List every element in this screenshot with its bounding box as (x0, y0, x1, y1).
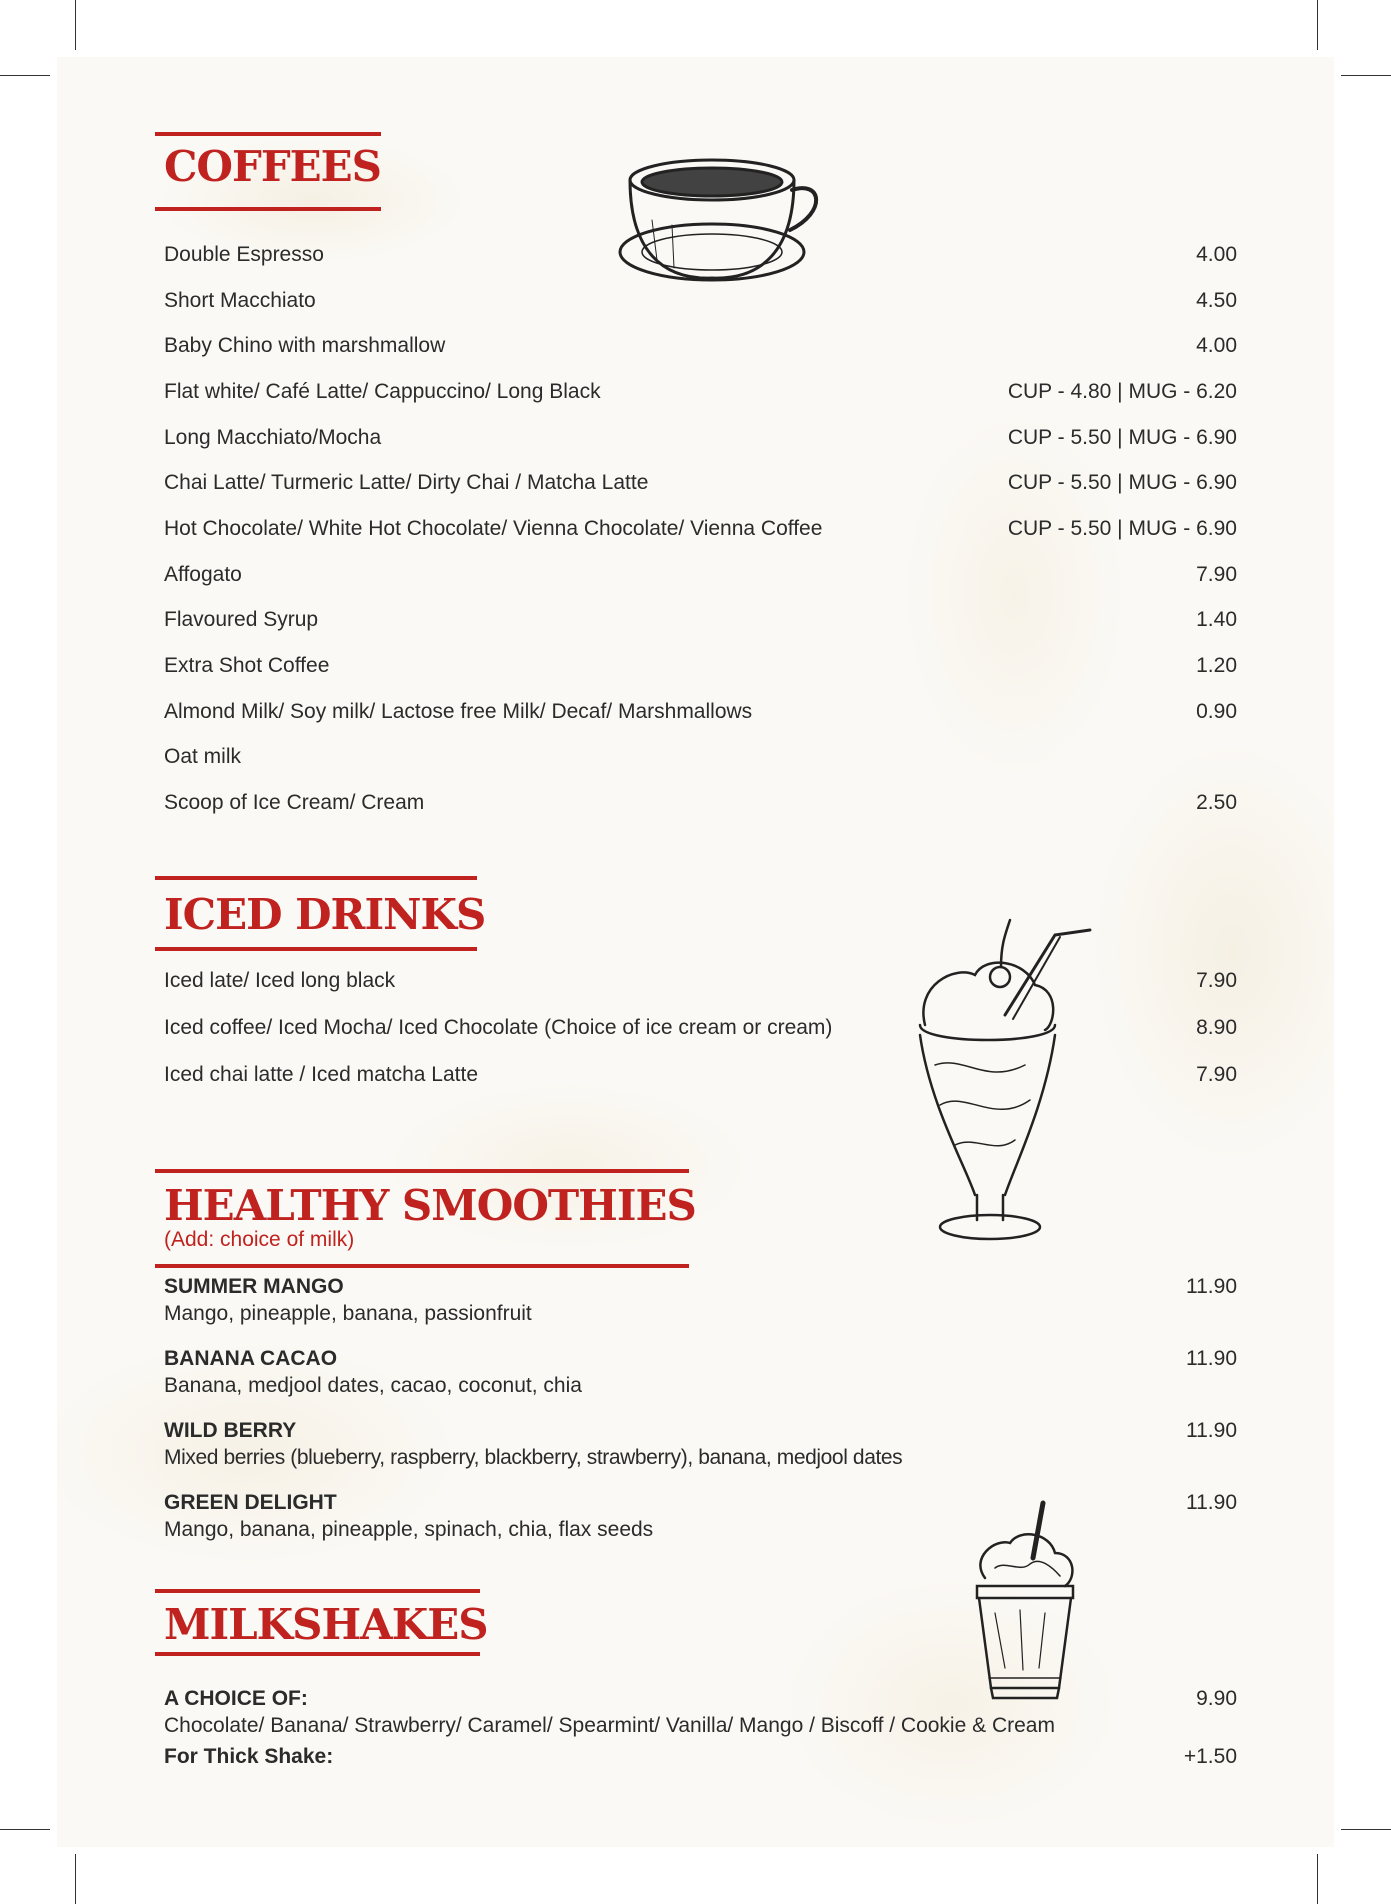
item-name: Affogato (164, 563, 242, 586)
menu-item (164, 287, 1237, 315)
item-name: Baby Chino with marshmallow (164, 334, 446, 357)
choice-label: A CHOICE OF: (164, 1687, 308, 1710)
item-name: Chai Latte/ Turmeric Latte/ Dirty Chai / Matcha Latte (164, 471, 649, 494)
smoothies-heading: HEALTHY SMOOTHIES (164, 1181, 696, 1230)
item-price: 11.90 (1186, 1491, 1237, 1514)
item-price: 7.90 (1196, 969, 1237, 992)
menu-item (164, 515, 1237, 543)
coffees-rule-top (155, 132, 381, 136)
menu-item (164, 698, 1237, 726)
item-name: Long Macchiato/Mocha (164, 426, 382, 449)
item-name: Iced coffee/ Iced Mocha/ Iced Chocolate (Choice of ice cream or cream) (164, 1016, 833, 1039)
item-price: 4.00 (1196, 243, 1237, 266)
item-name: Double Espresso (164, 243, 324, 266)
item-price: 2.50 (1196, 791, 1237, 814)
menu-item (164, 789, 1237, 817)
crop-mark (1341, 75, 1391, 76)
item-description: Mango, pineapple, banana, passionfruit (164, 1302, 532, 1325)
smoothie-item (164, 1345, 1237, 1399)
crop-mark (1341, 1829, 1391, 1830)
item-description: Mango, banana, pineapple, spinach, chia, flax seeds (164, 1518, 654, 1541)
menu-item (164, 332, 1237, 360)
item-price: 1.40 (1196, 608, 1237, 631)
item-name: Short Macchiato (164, 289, 316, 312)
item-name: Flavoured Syrup (164, 608, 319, 631)
menu-item (164, 967, 1237, 995)
milkshakes-rule-top (155, 1589, 480, 1593)
item-price: 8.90 (1196, 1016, 1237, 1039)
milkshake-choice (164, 1685, 1237, 1739)
menu-item (164, 469, 1237, 497)
item-description: Banana, medjool dates, cacao, coconut, chia (164, 1374, 582, 1397)
crop-mark (0, 75, 50, 76)
iced-rule-top (155, 876, 477, 880)
thick-shake-price: +1.50 (1183, 1745, 1237, 1768)
iced-rule-bottom (155, 947, 477, 951)
menu-item (164, 606, 1237, 634)
frappe-cup-icon (965, 1498, 1085, 1708)
crop-mark (75, 1854, 76, 1904)
smoothie-item (164, 1417, 1237, 1471)
item-name: WILD BERRY (164, 1419, 297, 1442)
item-name: Oat milk (164, 745, 242, 768)
smoothies-rule-top (155, 1169, 689, 1173)
item-price: 7.90 (1196, 1063, 1237, 1086)
menu-item (164, 1061, 1237, 1089)
menu-item (164, 424, 1237, 452)
item-price: 4.00 (1196, 334, 1237, 357)
coffee-cup-icon (612, 150, 822, 310)
coffees-rule-bottom (155, 207, 381, 211)
item-price: 1.20 (1196, 654, 1237, 677)
menu-page (57, 57, 1334, 1847)
smoothie-item (164, 1273, 1237, 1327)
coffees-heading: COFFEES (164, 142, 382, 191)
item-description: Mixed berries (blueberry, raspberry, blackberry, strawberry), banana, medjool dates (164, 1446, 903, 1469)
item-name: GREEN DELIGHT (164, 1491, 337, 1514)
item-price: 11.90 (1186, 1419, 1237, 1442)
item-price: CUP - 5.50 | MUG - 6.90 (1007, 426, 1237, 449)
item-name: Hot Chocolate/ White Hot Chocolate/ Vienna Chocolate/ Vienna Coffee (164, 517, 823, 540)
crop-mark (1317, 1854, 1318, 1904)
item-price: 0.90 (1196, 700, 1237, 723)
item-name: Iced chai latte / Iced matcha Latte (164, 1063, 479, 1086)
item-price: 7.90 (1196, 563, 1237, 586)
item-name: Iced late/ Iced long black (164, 969, 396, 992)
menu-item (164, 378, 1237, 406)
item-price: CUP - 5.50 | MUG - 6.90 (1007, 471, 1237, 494)
item-price: CUP - 5.50 | MUG - 6.90 (1007, 517, 1237, 540)
menu-item (164, 561, 1237, 589)
item-name: Extra Shot Coffee (164, 654, 330, 677)
item-price: CUP - 4.80 | MUG - 6.20 (1007, 380, 1237, 403)
milkshakes-rule-bottom (155, 1652, 480, 1656)
milkshakes-heading: MILKSHAKES (164, 1600, 488, 1649)
choice-price: 9.90 (1196, 1687, 1237, 1710)
item-name: BANANA CACAO (164, 1347, 338, 1370)
smoothies-note: (Add: choice of milk) (164, 1228, 355, 1251)
crop-mark (75, 0, 76, 50)
flavour-list: Chocolate/ Banana/ Strawberry/ Caramel/ Spearmint/ Vanilla/ Mango / Biscoff / Cookie & Cream (164, 1714, 1055, 1737)
item-price: 4.50 (1196, 289, 1237, 312)
menu-item (164, 241, 1237, 269)
item-name: Scoop of Ice Cream/ Cream (164, 791, 425, 814)
menu-item (164, 652, 1237, 680)
menu-item (164, 743, 1237, 771)
menu-item (164, 1014, 1237, 1042)
iced-heading: ICED DRINKS (164, 890, 486, 939)
item-price: 11.90 (1186, 1347, 1237, 1370)
item-price: 11.90 (1186, 1275, 1237, 1298)
smoothies-rule-bottom (155, 1264, 689, 1268)
item-name: SUMMER MANGO (164, 1275, 344, 1298)
crop-mark (0, 1829, 50, 1830)
crop-mark (1317, 0, 1318, 50)
thick-shake-row (164, 1743, 1237, 1770)
thick-shake-label: For Thick Shake: (164, 1745, 334, 1768)
item-name: Almond Milk/ Soy milk/ Lactose free Milk/ Decaf/ Marshmallows (164, 700, 753, 723)
item-name: Flat white/ Café Latte/ Cappuccino/ Long Black (164, 380, 601, 403)
